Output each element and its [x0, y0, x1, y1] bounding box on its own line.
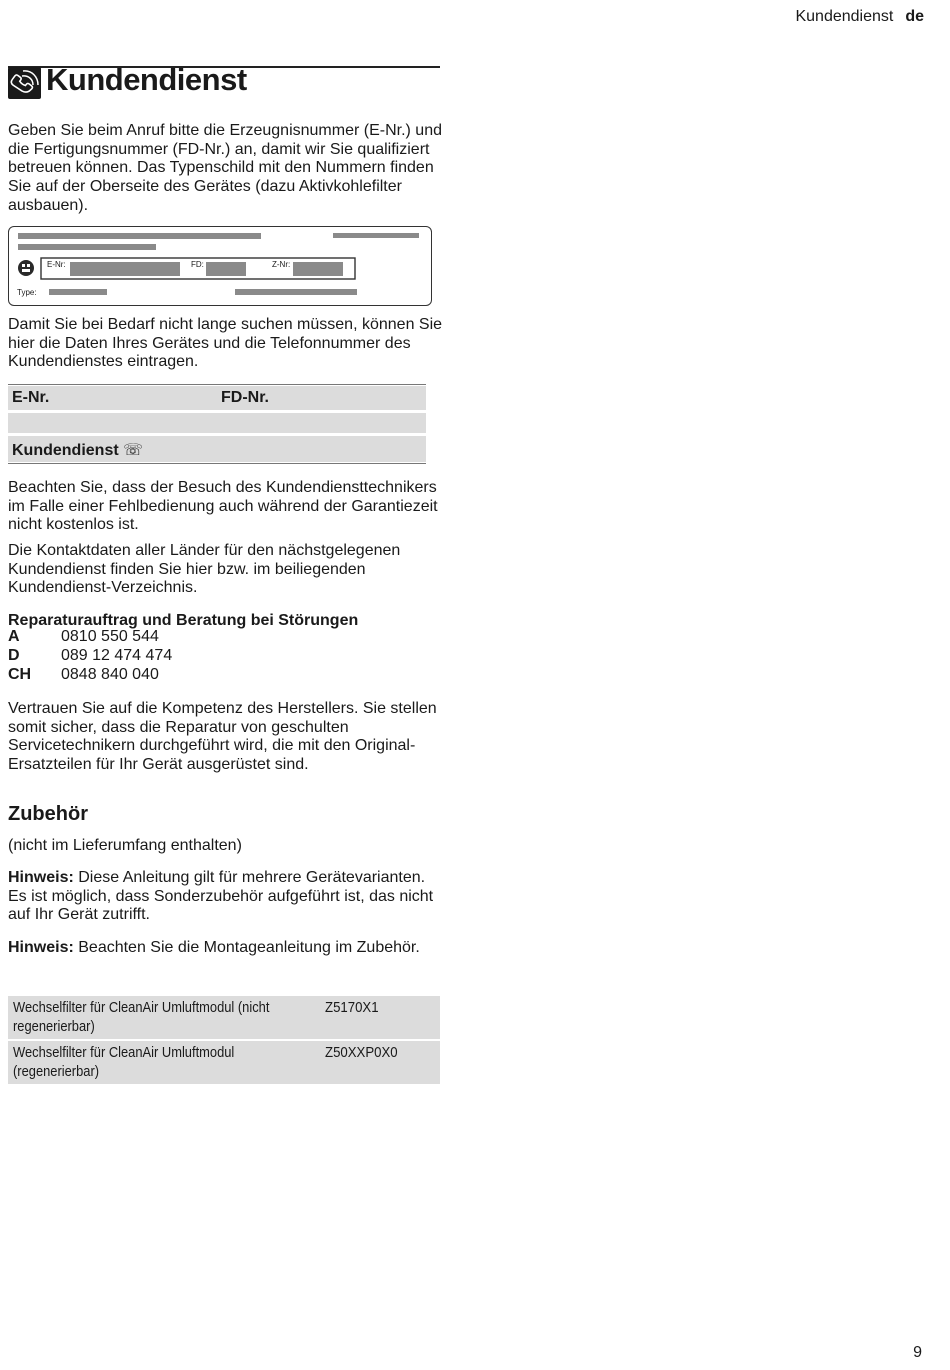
plate-e-nr-label: E-Nr:: [47, 260, 66, 269]
phone-number: 089 12 474 474: [61, 647, 173, 664]
rating-plate-illustration: [8, 226, 432, 306]
plate-z-nr-label: Z-Nr:: [272, 260, 291, 269]
service-phone-label: Kundendienst ☏: [12, 442, 144, 459]
plate-fd-label: FD:: [191, 260, 204, 269]
trust-paragraph: Vertrauen Sie auf die Kompetenz des Herstellers. Sie stellen somit sicher, dass die Reparatur von geschulten Servicetechnikern durchgeführt wird, die mit den Original-Ersatzteilen für Ihr Gerät ausgerüstet sind.: [8, 700, 437, 774]
service-row-numbers: [8, 386, 426, 410]
running-header: [795, 8, 924, 26]
fd-nr-label: FD-Nr.: [221, 389, 269, 406]
service-row-blank: [8, 413, 426, 433]
plate-type-label: Type:: [17, 288, 37, 297]
page-number: 9: [913, 1344, 922, 1361]
page-title: Kundendienst: [46, 62, 247, 97]
accessory-code: Z5170X1: [325, 999, 379, 1016]
phone-number: 0810 550 544: [61, 628, 159, 645]
accessory-description: Wechselfilter für CleanAir Umluftmodul (nicht regenerierbar): [13, 999, 270, 1035]
hint-text: Beachten Sie die Montageanleitung im Zubehör.: [73, 939, 420, 956]
phone-icon: [8, 67, 41, 99]
service-row-phone: [8, 436, 426, 462]
hint-paragraph-1: [8, 869, 444, 925]
accessory-code: Z50XXP0X0: [325, 1044, 398, 1061]
hint-label: Hinweis:: [8, 869, 74, 886]
running-header-section: Kundendienst: [795, 8, 894, 25]
running-header-language: de: [905, 8, 924, 25]
phone-country: CH: [8, 666, 32, 683]
contact-paragraph: Die Kontaktdaten aller Länder für den nächstgelegenen Kundendienst finden Sie hier bzw. im beiliegenden Kundendienst-Verzeichnis.: [8, 542, 401, 597]
intro-paragraph: Geben Sie beim Anruf bitte die Erzeugnisnummer (E-Nr.) und die Fertigungsnummer (FD-Nr.) an, damit wir Sie qualifiziert betreuen können. Das Typenschild mit den Nummern finden Sie auf der Oberseite des Gerätes (dazu Aktivkohlefilter ausbauen).: [8, 122, 442, 214]
table-row: [8, 1041, 440, 1084]
phone-number: 0848 840 040: [61, 666, 159, 683]
hint-text: Diese Anleitung gilt für mehrere Gerätevarianten. Es ist möglich, dass Sonderzubehör aufgeführt ist, das nicht auf Ihr Gerät zutrifft.: [8, 869, 434, 924]
accessories-heading: Zubehör: [8, 803, 88, 825]
e-nr-label: E-Nr.: [12, 389, 50, 406]
table-row: [8, 996, 440, 1039]
accessories-subtitle: (nicht im Lieferumfang enthalten): [8, 837, 242, 854]
repair-heading: Reparaturauftrag und Beratung bei Störungen: [8, 612, 359, 629]
phone-country: A: [8, 628, 20, 645]
hint-paragraph-2: [8, 939, 444, 958]
visit-cost-paragraph: Beachten Sie, dass der Besuch des Kundendiensttechnikers im Falle einer Fehlbedienung auch während der Garantiezeit nicht kostenlos ist.: [8, 479, 438, 534]
hint-label: Hinweis:: [8, 939, 74, 956]
note-paragraph: Damit Sie bei Bedarf nicht lange suchen müssen, können Sie hier die Daten Ihres Gerätes und die Telefonnummer des Kundendienstes eintragen.: [8, 316, 443, 371]
phone-country: D: [8, 647, 20, 664]
accessory-description: Wechselfilter für CleanAir Umluftmodul (regenerierbar): [13, 1044, 235, 1080]
